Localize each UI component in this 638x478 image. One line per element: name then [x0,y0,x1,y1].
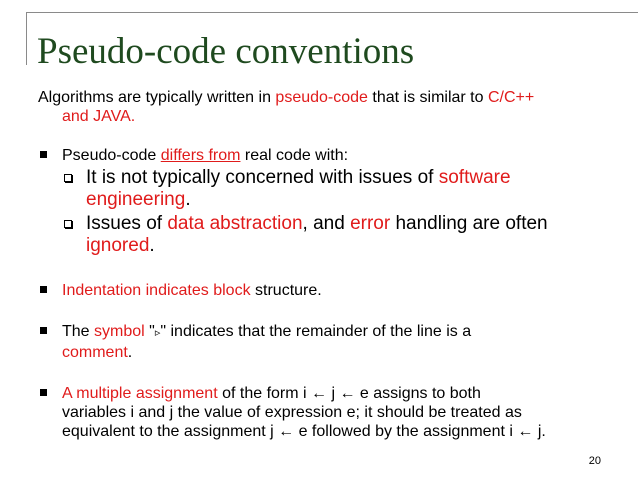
bullet-indentation [38,281,620,300]
bullet-highlight-multiple-assignment: A multiple assignment [62,385,218,402]
sub-bullet-text: . [185,189,191,210]
comment-triangle-icon: ▹ [154,327,161,339]
sub-bullet-software-engineering [38,167,620,211]
sub-bullet-highlight-software: software [438,167,511,188]
sub-bullet-data-abstraction [38,213,620,257]
bullet-symbol [38,322,620,362]
bullet-text: Pseudo-code [62,147,161,164]
sub-bullet-highlight-ignored: ignored [86,235,150,256]
bullet-multiple-assignment [38,384,620,441]
intro-text: that is similar to [367,89,488,106]
sub-bullet-text: handling are often [390,213,548,234]
slide-frame-top-line [26,12,638,13]
sub-bullet-highlight-error: error [350,213,391,234]
bullet-highlight-indentation: Indentation indicates block [62,282,251,299]
bullet-text: of the form i ← j ← e assigns to both [217,385,481,402]
bullet-text: structure. [250,282,322,299]
intro-text: Algorithms are typically written in [38,89,276,106]
intro-highlight-languages-cont: and JAVA. [62,108,136,125]
sub-bullet-text: , and [302,213,351,234]
bullet-differs [38,146,620,165]
intro-paragraph [38,88,620,126]
bullet-highlight-comment: comment [62,344,128,361]
slide-body [38,88,620,441]
sub-bullet-text: Issues of [86,213,168,234]
bullet-text-line: equivalent to the assignment j ← e followed by the assignment i ← j. [62,423,546,440]
slide-number: 20 [588,455,601,467]
intro-highlight-languages: C/C++ [487,89,535,106]
slide-frame-left-line [26,12,27,65]
sub-bullet-highlight-data-abstraction: data abstraction [167,213,303,234]
bullet-text: . [127,344,133,361]
bullet-text: The [62,323,95,340]
bullet-text: real code with: [240,147,349,164]
bullet-highlight-differs-from: differs from [160,147,241,164]
hollow-square-bullet-icon [64,174,72,182]
bullet-text-line: variables i and j the value of expression e; it should be treated as [62,404,522,421]
slide-title: Pseudo-code conventions [37,31,415,72]
sub-bullet-text: It is not typically concerned with issues of [86,167,439,188]
bullet-highlight-symbol: symbol [94,323,145,340]
sub-bullet-text: . [149,235,155,256]
square-bullet-icon [40,151,47,158]
square-bullet-icon [40,286,47,293]
square-bullet-icon [40,389,47,396]
sub-bullet-highlight-engineering: engineering [86,189,186,210]
intro-highlight-pseudo-code: pseudo-code [275,89,368,106]
hollow-square-bullet-icon [64,220,72,228]
bullet-text: " [144,323,155,340]
bullet-text: " indicates that the remainder of the line is a [160,323,472,340]
square-bullet-icon [40,327,47,334]
